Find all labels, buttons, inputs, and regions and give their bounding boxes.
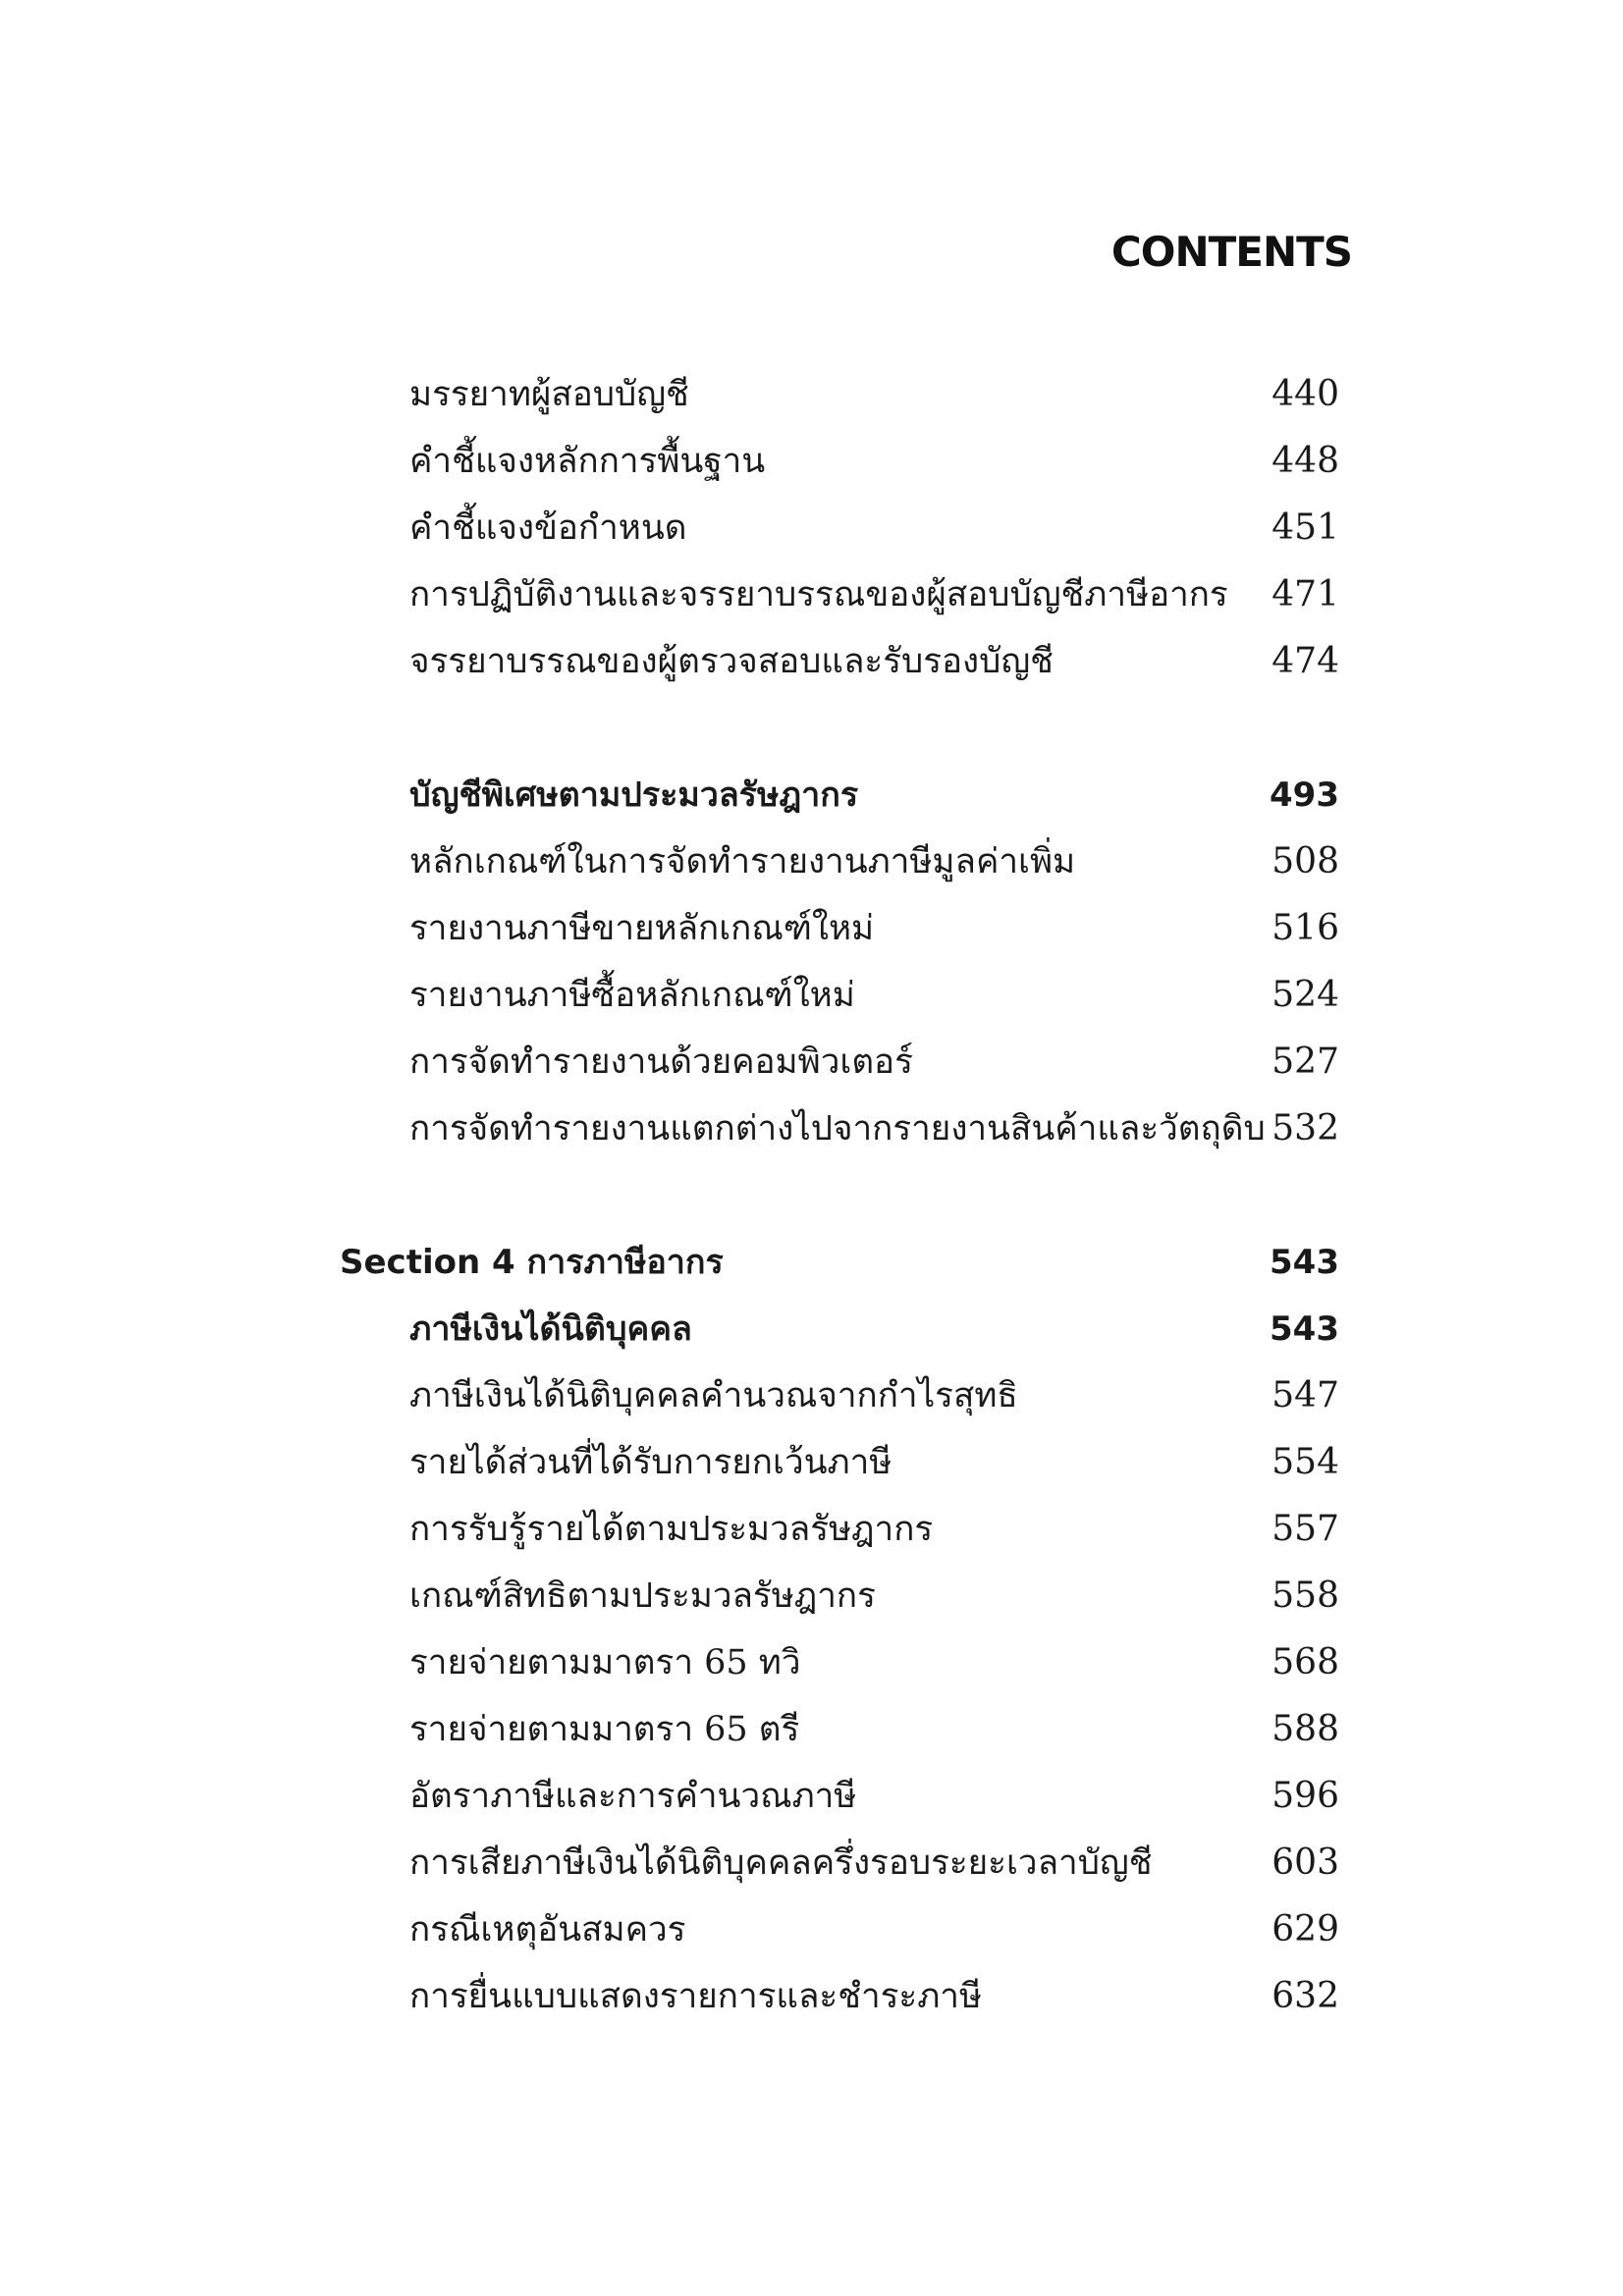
toc-entry-title: ภาษีเงินได้นิติบุคคลคำนวณจากกำไรสุทธิ xyxy=(409,1376,1018,1415)
toc-entry-title: อัตราภาษีและการคำนวณภาษี xyxy=(409,1777,857,1816)
toc-section-page: 543 xyxy=(1270,1243,1339,1282)
toc-entry[interactable] xyxy=(0,563,1623,626)
toc-entry[interactable] xyxy=(0,1832,1623,1895)
toc-entry-title: หลักเกณฑ์ในการจัดทำรายงานภาษีมูลค่าเพิ่ม xyxy=(409,842,1076,881)
toc-entry-title: รายจ่ายตามมาตรา 65 ทวิ xyxy=(409,1643,801,1682)
toc-entry[interactable] xyxy=(0,830,1623,893)
toc-entry-page: 596 xyxy=(1271,1776,1339,1816)
toc-entry[interactable] xyxy=(0,897,1623,960)
toc-entry-page: 527 xyxy=(1271,1041,1339,1082)
toc-entry-title: การปฏิบัติงานและจรรยาบรรณของผู้สอบบัญชีภาษีอากร xyxy=(409,575,1228,614)
toc-entry-page: 557 xyxy=(1271,1509,1339,1549)
toc-subsection-heading[interactable] xyxy=(0,764,1623,827)
toc-heading-title: บัญชีพิเศษตามประมวลรัษฎากร xyxy=(409,775,859,815)
toc-subsection-heading[interactable] xyxy=(0,1298,1623,1361)
toc-section-heading[interactable] xyxy=(0,1231,1623,1294)
toc-entry-page: 516 xyxy=(1271,908,1339,948)
toc-entry-title: รายงานภาษีขายหลักเกณฑ์ใหม่ xyxy=(409,909,875,948)
toc-entry[interactable] xyxy=(0,964,1623,1027)
toc-entry-title: จรรยาบรรณของผู้ตรวจสอบและรับรองบัญชี xyxy=(409,642,1054,681)
toc-entry-page: 471 xyxy=(1271,574,1339,614)
toc-entry[interactable] xyxy=(0,497,1623,560)
toc-entry-page: 603 xyxy=(1271,1842,1339,1883)
toc-entry-title: รายจ่ายตามมาตรา 65 ตรี xyxy=(409,1710,800,1749)
toc-entry-title: คำชี้แจงหลักการพื้นฐาน xyxy=(409,442,766,481)
toc-entry-title: การจัดทำรายงานด้วยคอมพิวเตอร์ xyxy=(409,1042,913,1082)
toc-entry-page: 532 xyxy=(1271,1108,1339,1148)
toc-entry-title: การจัดทำรายงานแตกต่างไปจากรายงานสินค้าและวัตถุดิบ xyxy=(409,1109,1266,1148)
toc-heading-page: 543 xyxy=(1270,1309,1339,1349)
toc-entry[interactable] xyxy=(0,363,1623,426)
toc-entry-title: การยื่นแบบแสดงรายการและชำระภาษี xyxy=(409,1977,983,2016)
toc-entry-page: 451 xyxy=(1271,507,1339,548)
toc-entry[interactable] xyxy=(0,1031,1623,1094)
toc-entry[interactable] xyxy=(0,1565,1623,1628)
toc-entry-title: การเสียภาษีเงินได้นิติบุคคลครึ่งรอบระยะเวลาบัญชี xyxy=(409,1843,1153,1883)
toc-entry[interactable] xyxy=(0,1498,1623,1561)
toc-entry[interactable] xyxy=(0,1631,1623,1694)
toc-entry-page: 508 xyxy=(1271,841,1339,881)
toc-entry-page: 547 xyxy=(1271,1375,1339,1415)
toc-entry-page: 568 xyxy=(1271,1642,1339,1682)
toc-entry-page: 440 xyxy=(1271,374,1339,414)
toc-entry-page: 554 xyxy=(1271,1442,1339,1482)
toc-entry[interactable] xyxy=(0,630,1623,693)
toc-heading-page: 493 xyxy=(1270,775,1339,815)
toc-entry[interactable] xyxy=(0,1965,1623,2028)
toc-entry-title: รายได้ส่วนที่ได้รับการยกเว้นภาษี xyxy=(409,1443,893,1482)
toc-entry-title: รายงานภาษีซื้อหลักเกณฑ์ใหม่ xyxy=(409,976,855,1015)
toc-entry-page: 474 xyxy=(1271,641,1339,681)
toc-entry-title: กรณีเหตุอันสมควร xyxy=(409,1910,686,1949)
toc-entry[interactable] xyxy=(0,1097,1623,1160)
toc-entry[interactable] xyxy=(0,1898,1623,1961)
toc-entry[interactable] xyxy=(0,1431,1623,1494)
toc-entry-page: 524 xyxy=(1271,975,1339,1015)
toc-entry-page: 632 xyxy=(1271,1976,1339,2016)
toc-entry-title: คำชี้แจงข้อกำหนด xyxy=(409,508,687,548)
toc-entry-page: 448 xyxy=(1271,441,1339,481)
toc-entry[interactable] xyxy=(0,1364,1623,1427)
toc-entry-page: 629 xyxy=(1271,1909,1339,1949)
toc-entry-page: 558 xyxy=(1271,1575,1339,1616)
toc-entry[interactable] xyxy=(0,1765,1623,1828)
toc-entry-title: มรรยาทผู้สอบบัญชี xyxy=(409,375,689,414)
toc-entry[interactable] xyxy=(0,430,1623,493)
toc-section-title: Section 4 การภาษีอากร xyxy=(340,1243,724,1282)
toc-entry-title: การรับรู้รายได้ตามประมวลรัษฎากร xyxy=(409,1510,934,1549)
page-title: CONTENTS xyxy=(1110,228,1352,276)
toc-entry[interactable] xyxy=(0,1698,1623,1761)
toc-entry-title: เกณฑ์สิทธิตามประมวลรัษฎากร xyxy=(409,1576,876,1616)
toc-entry-page: 588 xyxy=(1271,1709,1339,1749)
toc-heading-title: ภาษีเงินได้นิติบุคคล xyxy=(409,1309,692,1349)
